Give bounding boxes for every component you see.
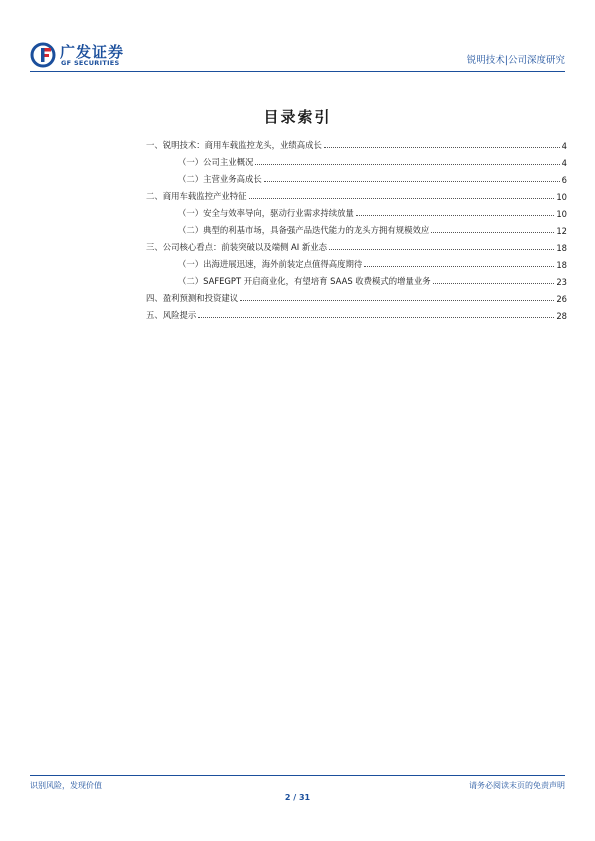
- toc-entry-text: 一、锐明技术：商用车载监控龙头，业绩高成长: [146, 140, 322, 150]
- toc-entry-text: （一）出海进展迅速，海外前装定点值得高度期待: [178, 259, 363, 269]
- toc-leader-dots: [264, 181, 560, 182]
- logo-english-name: GF SECURITIES: [61, 59, 120, 67]
- toc-entry-text: （二）典型的利基市场，具备强产品迭代能力的龙头方拥有规模效应: [178, 225, 430, 235]
- toc-leader-dots: [255, 164, 559, 165]
- toc-entry[interactable]: [146, 168, 567, 185]
- gf-logo-icon: [30, 42, 56, 68]
- toc-entry-page: 6: [561, 175, 567, 185]
- toc-entry[interactable]: [146, 236, 567, 253]
- footer-disclaimer-note: 请务必阅读末页的免责声明: [469, 781, 565, 790]
- toc-entry[interactable]: [146, 304, 567, 321]
- toc-entry-page: 18: [556, 243, 567, 253]
- toc-leader-dots: [198, 317, 554, 318]
- toc-entry-page: 10: [556, 209, 567, 219]
- toc-leader-dots: [249, 198, 555, 199]
- toc-entry-text: 三、公司核心看点：前装突破以及端侧 AI 新业态: [146, 242, 328, 252]
- toc-entry[interactable]: [146, 287, 567, 304]
- toc-entry-page: 12: [556, 226, 567, 236]
- toc-entry-text: （二）SAFEGPT 开启商业化，有望培育 SAAS 收费模式的增量业务: [178, 276, 431, 286]
- toc-entry[interactable]: [146, 253, 567, 270]
- toc-entry[interactable]: [146, 219, 567, 236]
- toc-entry[interactable]: [146, 151, 567, 168]
- toc-entry-page: 23: [556, 277, 567, 287]
- toc-leader-dots: [240, 300, 554, 301]
- toc-leader-dots: [324, 147, 560, 148]
- footer-slogan: 识别风险，发现价值: [30, 781, 102, 790]
- toc-leader-dots: [364, 266, 554, 267]
- toc-entry-page: 18: [556, 260, 567, 270]
- toc-entry-page: 10: [556, 192, 567, 202]
- toc-leader-dots: [431, 232, 554, 233]
- toc-title: 目录索引: [263, 108, 332, 126]
- toc-leader-dots: [329, 249, 554, 250]
- toc-entry-page: 28: [556, 311, 567, 321]
- toc-entry[interactable]: [146, 202, 567, 219]
- toc-entry-text: 五、风险提示: [146, 310, 197, 320]
- gf-securities-logo: [30, 40, 150, 70]
- logo-chinese-name: 广发证券: [60, 43, 125, 61]
- toc-entry-text: （一）安全与效率导向，驱动行业需求持续放量: [178, 208, 354, 218]
- toc-entry-page: 4: [561, 158, 567, 168]
- footer-divider: [30, 775, 565, 776]
- page-header: [30, 40, 565, 70]
- table-of-contents: [146, 134, 567, 321]
- page-number: 2 / 31: [284, 793, 311, 802]
- report-title-header: 锐明技术|公司深度研究: [466, 55, 565, 66]
- toc-entry[interactable]: [146, 270, 567, 287]
- toc-entry-text: （二）主营业务高成长: [178, 174, 262, 184]
- toc-entry-page: 4: [561, 141, 567, 151]
- toc-entry-text: 四、盈利预测和投资建议: [146, 293, 239, 303]
- toc-entry-text: 二、商用车载监控产业特征: [146, 191, 247, 201]
- header-divider: [30, 71, 565, 72]
- toc-entry[interactable]: [146, 134, 567, 151]
- toc-leader-dots: [356, 215, 554, 216]
- toc-entry-text: （一）公司主业概况: [178, 157, 254, 167]
- toc-entry[interactable]: [146, 185, 567, 202]
- toc-leader-dots: [433, 283, 555, 284]
- toc-entry-page: 26: [556, 294, 567, 304]
